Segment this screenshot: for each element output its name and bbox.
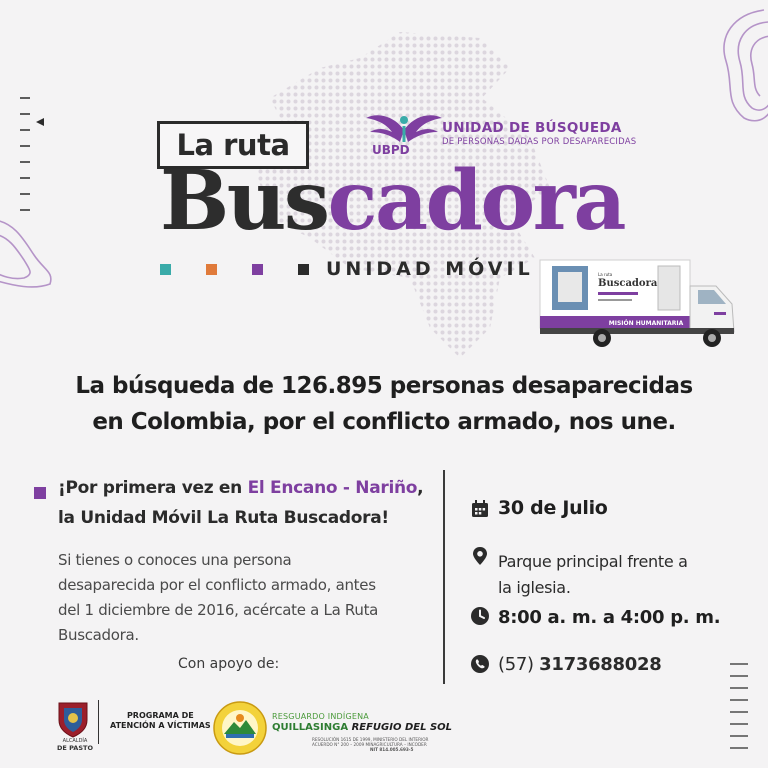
event-place-line2: la iglesia. [498,578,571,597]
body-text-line: Buscadora. [58,626,139,644]
ubpd-acronym: UBPD [372,143,410,157]
orange-square [206,264,217,275]
refugio-del-sol-seal-icon [212,700,268,756]
headline-line1: La búsqueda de 126.895 personas desaparecidas [75,373,693,399]
alcaldia-label [54,738,96,752]
intro-prefix: ¡Por primera vez en [58,478,248,498]
event-place-line1: Parque principal frente a [498,552,688,571]
resguardo-label: RESGUARDO INDÍGENA [272,712,369,721]
clock-icon [470,606,490,626]
ubpd-name-line2: DE PERSONAS DADAS POR DESAPARECIDAS [442,137,637,147]
event-time: 8:00 a. m. a 4:00 p. m. [498,607,721,628]
body-text-line: desaparecida por el conflicto armado, antes [58,576,376,594]
location-pin-icon [470,546,490,566]
column-divider [443,470,445,684]
intro-line2: la Unidad Móvil La Ruta Buscadora! [58,508,389,528]
resolution-fine-print: RESOLUCIÓN 1615 DE 1999, MINISTERIO DEL INTERIOR [312,737,429,742]
intro-line1 [58,478,423,498]
partner-divider [98,700,99,744]
la-ruta-label: La ruta [157,121,309,169]
body-text-line: del 1 diciembre de 2016, acércate a La Ruta [58,601,379,619]
dark-square [298,264,309,275]
topographic-lines-decoration [704,6,768,126]
tick-marks-decoration [20,96,46,216]
title-part-cadora: cadora [327,153,625,249]
phone-prefix: (57) [498,654,534,675]
purple-square [252,264,263,275]
programa-line1: PROGRAMA DE [126,711,194,720]
programa-line2: ATENCIÓN A VÍCTIMAS [110,721,211,731]
tick-marks-decoration [722,662,748,762]
teal-square [160,264,171,275]
title-part-bus: Bus [160,153,328,249]
nit-fine-print: NIT 814.005.693-5 [370,747,414,752]
refugio-name: REFUGIO DEL SOL [351,722,453,733]
ubpd-name-line1: UNIDAD DE BÚSQUEDA [442,120,622,136]
purple-bullet [34,487,46,499]
event-date: 30 de Julio [498,497,608,519]
event-phone [498,654,661,675]
support-label: Con apoyo de: [178,656,280,672]
intro-location-highlight: El Encano - Nariño [247,478,418,498]
unidad-movil-subtitle: UNIDAD MÓVIL [326,258,534,280]
truck-small-label: La ruta [598,272,613,277]
programa-victimas-label [110,711,211,732]
alcaldia-small: ALCALDÍA [62,738,88,744]
quillasinga-label [272,722,452,733]
alcaldia-name: DE PASTO [57,744,93,752]
truck-banner: MISIÓN HUMANITARIA [608,320,684,327]
body-text-line: Si tienes o conoces una persona [58,551,292,569]
buscadora-title [160,153,625,249]
alcaldia-de-pasto-shield-icon [56,700,90,738]
calendar-icon [470,499,490,519]
resolution-fine-print: ACUERDO N° 200 – 2009 MINAGRICULTURA – INCODER [312,742,427,747]
truck-title-label: Buscadora [598,278,658,289]
mobile-unit-truck-image [538,258,740,350]
intro-suffix: , [417,478,424,498]
whatsapp-phone-icon [470,654,490,674]
headline-line2: en Colombia, por el conflicto armado, nos une. [92,409,676,435]
quillasinga-name: QUILLASINGA [272,722,349,733]
phone-number: 3173688028 [539,654,662,675]
